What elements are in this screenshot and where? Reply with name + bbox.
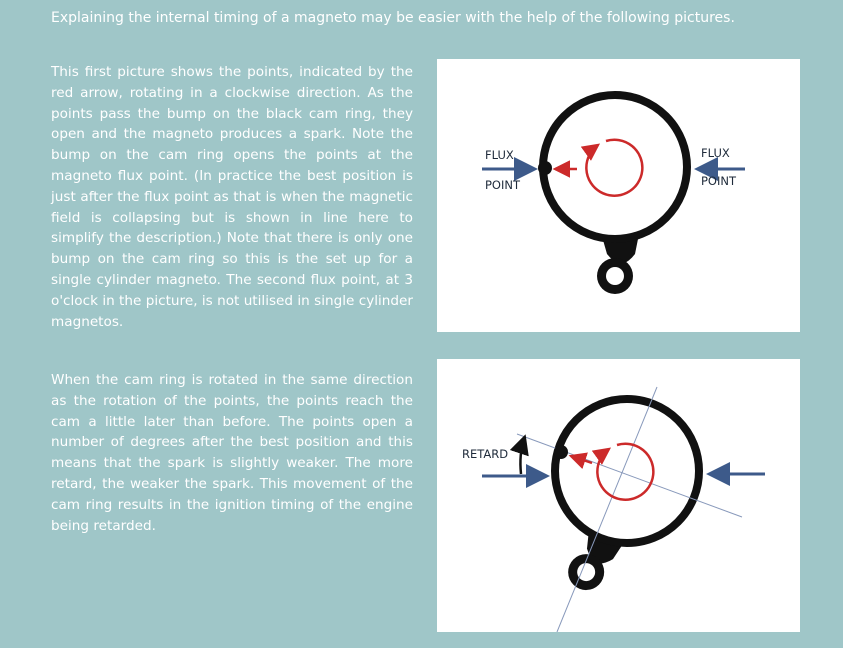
cam-ring (543, 95, 687, 239)
flux-label-right-1: FLUX (701, 146, 730, 160)
retard-arrow (520, 439, 524, 474)
intro-text: Explaining the internal timing of a magneto may be easier with the help of the following pictures. (51, 10, 735, 26)
cam-ring (555, 399, 699, 543)
flux-label-left-1: FLUX (485, 148, 514, 162)
flux-label-left-2: POINT (485, 178, 521, 192)
cam-bump (554, 445, 568, 459)
paragraph-points-rotation: This first picture shows the points, indicated by the red arrow, rotating in a clockwise direction. As the points pass the bump on the black cam ring, they open and the magneto produces a spark. Note the bump on the cam ring opens the points at the magneto flux point. (In practice the best position is just after the flux point as that is when the magnetic field is collapsing but is shown in line here to simplify the description.) Note that there is only one bump on the cam ring so this is the set up for a single cylinder magneto. The second flux point, at 3 o'clock in the picture, is not utilised in single cylinder magnetos. (51, 64, 413, 330)
magneto-diagram-flux-points (437, 59, 800, 332)
retard-label: RETARD (462, 447, 509, 461)
paragraph-cam-retard: When the cam ring is rotated in the same direction as the rotation of the points, the points reach the cam a little later than before. The points open a number of degrees after the best position and this means that the spark is slightly weaker. The more retard, the weaker the spark. This movement of the cam ring results in the ignition timing of the engine being retarded. (51, 372, 413, 534)
flux-label-right-2: POINT (701, 174, 737, 188)
cam-bump (538, 161, 552, 175)
magneto-diagram-retard (437, 359, 800, 632)
